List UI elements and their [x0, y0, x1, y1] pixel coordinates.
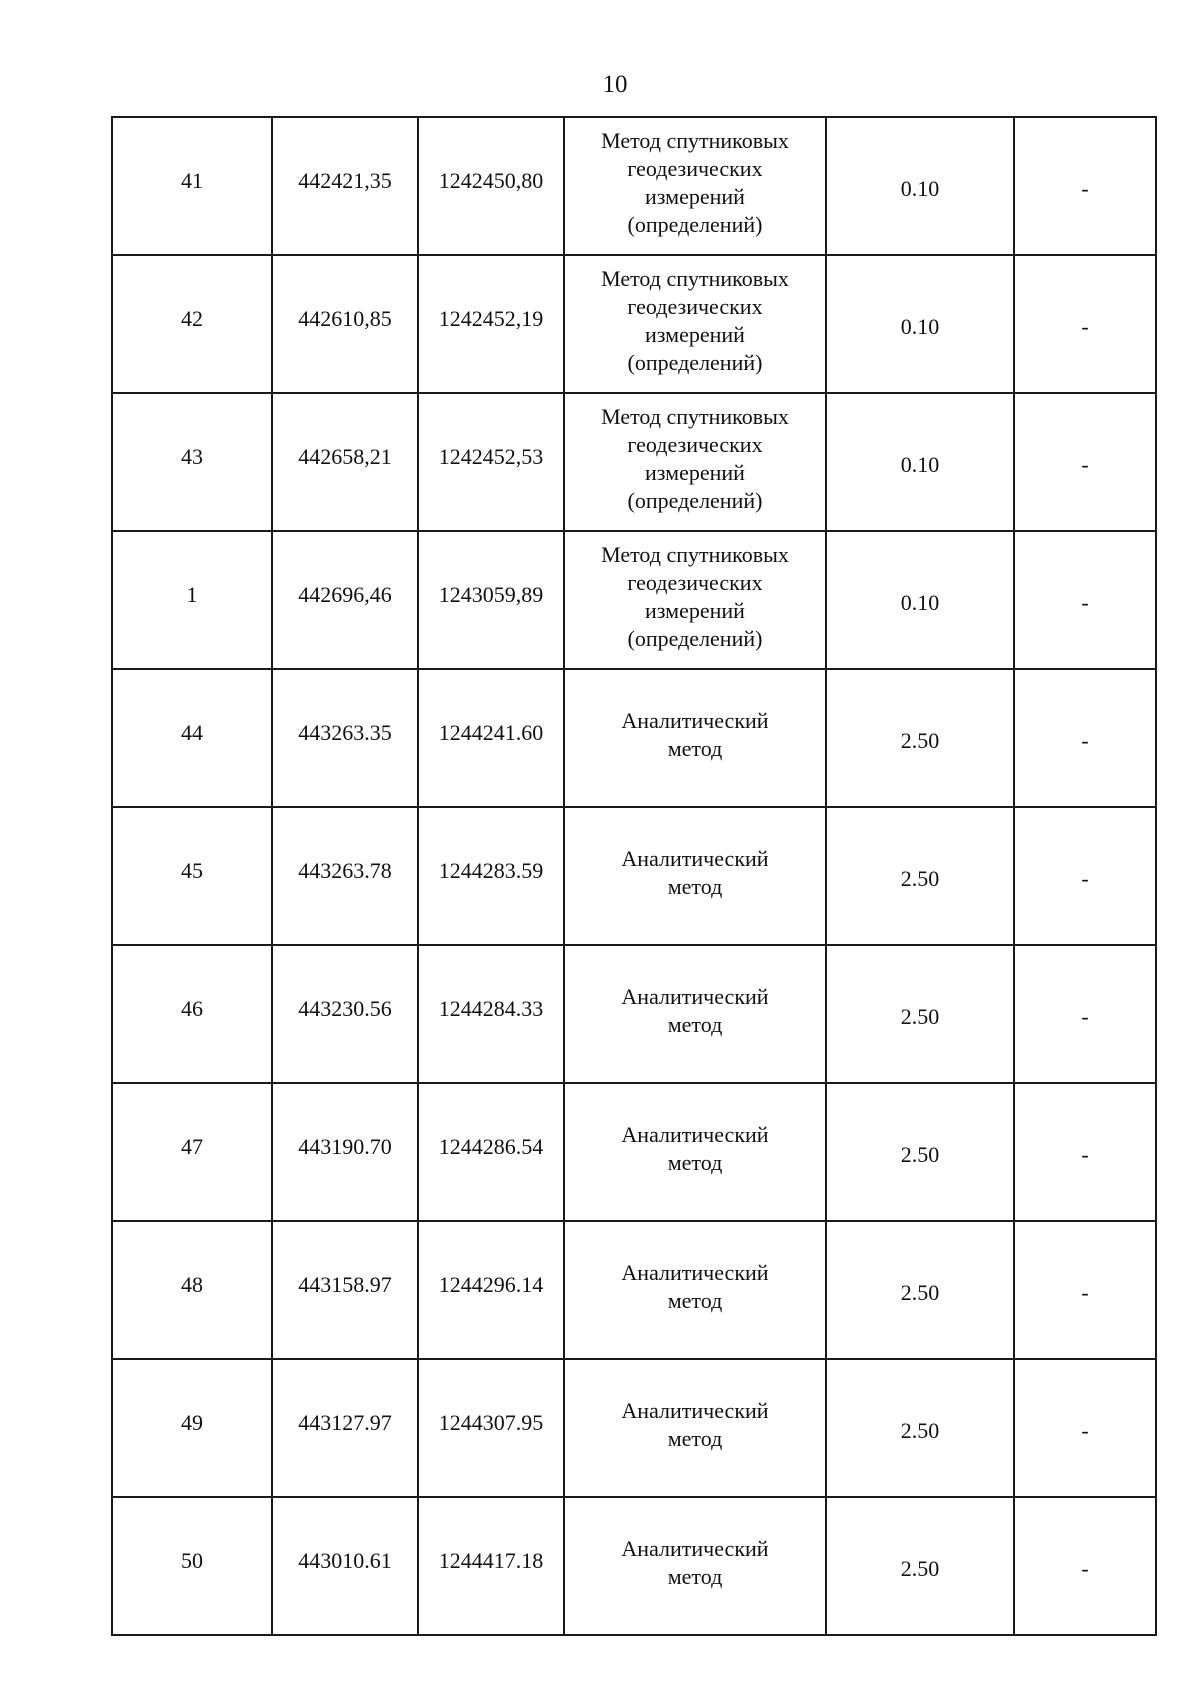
method-line: измерений	[645, 598, 745, 623]
y-coordinate-cell: 1244283.59	[418, 807, 564, 945]
method-line: измерений	[645, 460, 745, 485]
table-row	[112, 393, 1156, 531]
y-coordinate-cell: 1242452,53	[418, 393, 564, 531]
method-line: Аналитический	[621, 846, 769, 871]
note-cell: -	[1014, 531, 1156, 669]
x-coordinate-cell: 443190.70	[272, 1083, 418, 1221]
method-cell	[564, 531, 826, 669]
method-line: Метод спутниковых	[601, 128, 789, 153]
x-coordinate-cell: 443263.78	[272, 807, 418, 945]
accuracy-cell: 0.10	[826, 393, 1014, 531]
table-row	[112, 807, 1156, 945]
method-line: метод	[667, 1012, 723, 1037]
method-line: Метод спутниковых	[601, 542, 789, 567]
method-cell	[564, 669, 826, 807]
table-row	[112, 1221, 1156, 1359]
table-row	[112, 531, 1156, 669]
method-cell	[564, 807, 826, 945]
method-line: (определений)	[627, 212, 763, 237]
method-line: метод	[667, 1564, 723, 1589]
note-cell: -	[1014, 1221, 1156, 1359]
method-line: (определений)	[627, 350, 763, 375]
table-row	[112, 945, 1156, 1083]
note-cell: -	[1014, 117, 1156, 255]
y-coordinate-cell: 1244284.33	[418, 945, 564, 1083]
x-coordinate-cell: 442696,46	[272, 531, 418, 669]
note-cell: -	[1014, 1359, 1156, 1497]
accuracy-cell: 2.50	[826, 669, 1014, 807]
method-line: Аналитический	[621, 1260, 769, 1285]
accuracy-cell: 0.10	[826, 117, 1014, 255]
accuracy-cell: 2.50	[826, 1083, 1014, 1221]
method-line: Аналитический	[621, 708, 769, 733]
method-line: геодезических	[627, 294, 763, 319]
y-coordinate-cell: 1242452,19	[418, 255, 564, 393]
accuracy-cell: 2.50	[826, 945, 1014, 1083]
method-line: метод	[667, 874, 723, 899]
coordinates-table	[111, 116, 1157, 1636]
method-line: (определений)	[627, 626, 763, 651]
accuracy-cell: 2.50	[826, 807, 1014, 945]
table-row	[112, 1497, 1156, 1635]
x-coordinate-cell: 443127.97	[272, 1359, 418, 1497]
y-coordinate-cell: 1244307.95	[418, 1359, 564, 1497]
accuracy-cell: 2.50	[826, 1221, 1014, 1359]
point-number-cell: 43	[112, 393, 272, 531]
method-line: Метод спутниковых	[601, 266, 789, 291]
method-line: Аналитический	[621, 1398, 769, 1423]
x-coordinate-cell: 442610,85	[272, 255, 418, 393]
method-line: метод	[667, 1150, 723, 1175]
method-cell	[564, 1083, 826, 1221]
method-cell	[564, 117, 826, 255]
point-number-cell: 45	[112, 807, 272, 945]
method-cell	[564, 1221, 826, 1359]
table-row	[112, 117, 1156, 255]
point-number-cell: 42	[112, 255, 272, 393]
method-line: Аналитический	[621, 984, 769, 1009]
y-coordinate-cell: 1243059,89	[418, 531, 564, 669]
method-line: Аналитический	[621, 1536, 769, 1561]
note-cell: -	[1014, 393, 1156, 531]
x-coordinate-cell: 443230.56	[272, 945, 418, 1083]
x-coordinate-cell: 443263.35	[272, 669, 418, 807]
table-row	[112, 255, 1156, 393]
page-number: 10	[602, 71, 628, 98]
point-number-cell: 41	[112, 117, 272, 255]
y-coordinate-cell: 1244417.18	[418, 1497, 564, 1635]
point-number-cell: 46	[112, 945, 272, 1083]
method-cell	[564, 945, 826, 1083]
table-row	[112, 1359, 1156, 1497]
method-line: Метод спутниковых	[601, 404, 789, 429]
point-number-cell: 44	[112, 669, 272, 807]
y-coordinate-cell: 1242450,80	[418, 117, 564, 255]
coordinates-table-body	[112, 117, 1156, 1635]
method-line: измерений	[645, 322, 745, 347]
x-coordinate-cell: 442421,35	[272, 117, 418, 255]
y-coordinate-cell: 1244296.14	[418, 1221, 564, 1359]
method-line: метод	[667, 1288, 723, 1313]
note-cell: -	[1014, 807, 1156, 945]
method-line: метод	[667, 1426, 723, 1451]
table-row	[112, 669, 1156, 807]
x-coordinate-cell: 443010.61	[272, 1497, 418, 1635]
accuracy-cell: 2.50	[826, 1359, 1014, 1497]
note-cell: -	[1014, 945, 1156, 1083]
y-coordinate-cell: 1244286.54	[418, 1083, 564, 1221]
accuracy-cell: 0.10	[826, 531, 1014, 669]
point-number-cell: 50	[112, 1497, 272, 1635]
method-cell	[564, 1359, 826, 1497]
method-line: Аналитический	[621, 1122, 769, 1147]
x-coordinate-cell: 443158.97	[272, 1221, 418, 1359]
point-number-cell: 47	[112, 1083, 272, 1221]
y-coordinate-cell: 1244241.60	[418, 669, 564, 807]
method-line: геодезических	[627, 570, 763, 595]
method-cell	[564, 393, 826, 531]
table-row	[112, 1083, 1156, 1221]
accuracy-cell: 2.50	[826, 1497, 1014, 1635]
method-line: (определений)	[627, 488, 763, 513]
method-cell	[564, 255, 826, 393]
note-cell: -	[1014, 255, 1156, 393]
note-cell: -	[1014, 1497, 1156, 1635]
point-number-cell: 48	[112, 1221, 272, 1359]
method-line: метод	[667, 736, 723, 761]
note-cell: -	[1014, 669, 1156, 807]
point-number-cell: 49	[112, 1359, 272, 1497]
x-coordinate-cell: 442658,21	[272, 393, 418, 531]
method-line: геодезических	[627, 156, 763, 181]
point-number-cell: 1	[112, 531, 272, 669]
method-line: измерений	[645, 184, 745, 209]
note-cell: -	[1014, 1083, 1156, 1221]
method-cell	[564, 1497, 826, 1635]
method-line: геодезических	[627, 432, 763, 457]
accuracy-cell: 0.10	[826, 255, 1014, 393]
